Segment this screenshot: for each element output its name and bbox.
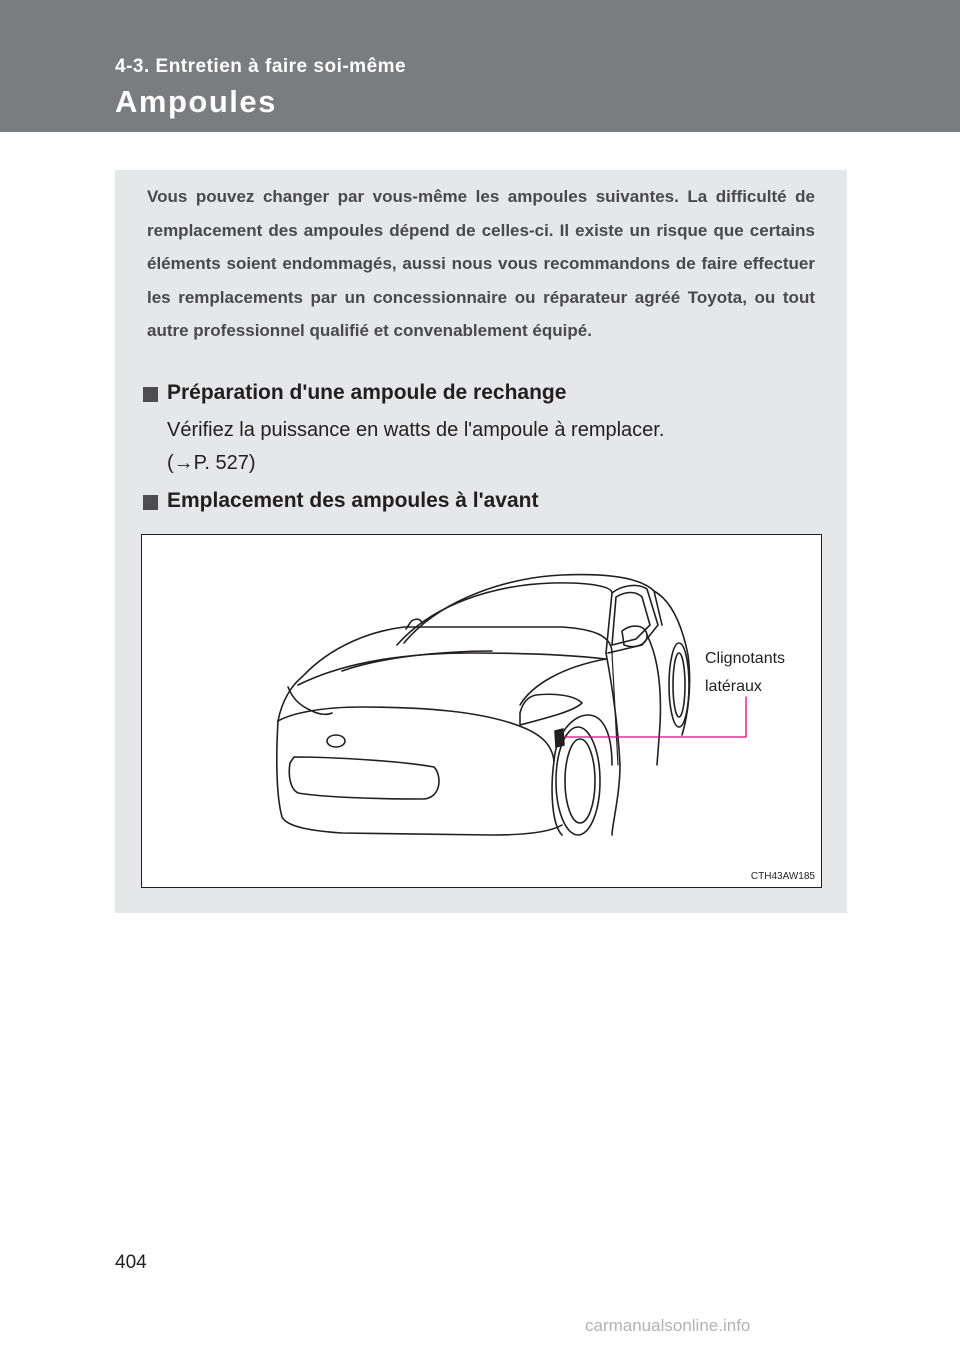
- subheading-front-bulbs: Emplacement des ampoules à l'avant: [167, 489, 539, 512]
- callout-line-2: latéraux: [705, 678, 762, 695]
- page-header: [0, 0, 960, 132]
- car-illustration-figure: [141, 534, 822, 888]
- intro-paragraph: Vous pouvez changer par vous-même les ampoules suivantes. La difficulté de remplacement des ampoules dépend de celles-ci. Il existe un risque que certains éléments soient endommagés, aussi nous vous recommandons de faire effectuer les remplacements par un concessionnaire ou réparateur agréé Toyota, ou tout autre professionnel qualifié et convenablement équipé.: [147, 187, 815, 340]
- figure-code: CTH43AW185: [750, 871, 815, 882]
- watermark-link[interactable]: carmanualsonline.info: [585, 1316, 751, 1335]
- square-bullet-icon: [143, 387, 158, 402]
- page-number: 404: [115, 1252, 147, 1273]
- subheading-preparation: Préparation d'une ampoule de rechange: [167, 381, 567, 404]
- callout-label: [705, 645, 785, 701]
- page-reference: (→P. 527): [167, 452, 256, 474]
- body-text-watts: Vérifiez la puissance en watts de l'ampoule à remplacer.: [167, 419, 665, 441]
- car-drawing: [142, 535, 821, 887]
- square-bullet-icon: [143, 495, 158, 510]
- callout-line-1: Clignotants: [705, 650, 786, 667]
- section-label: 4-3. Entretien à faire soi-même: [115, 56, 407, 77]
- page-title: Ampoules: [115, 84, 277, 119]
